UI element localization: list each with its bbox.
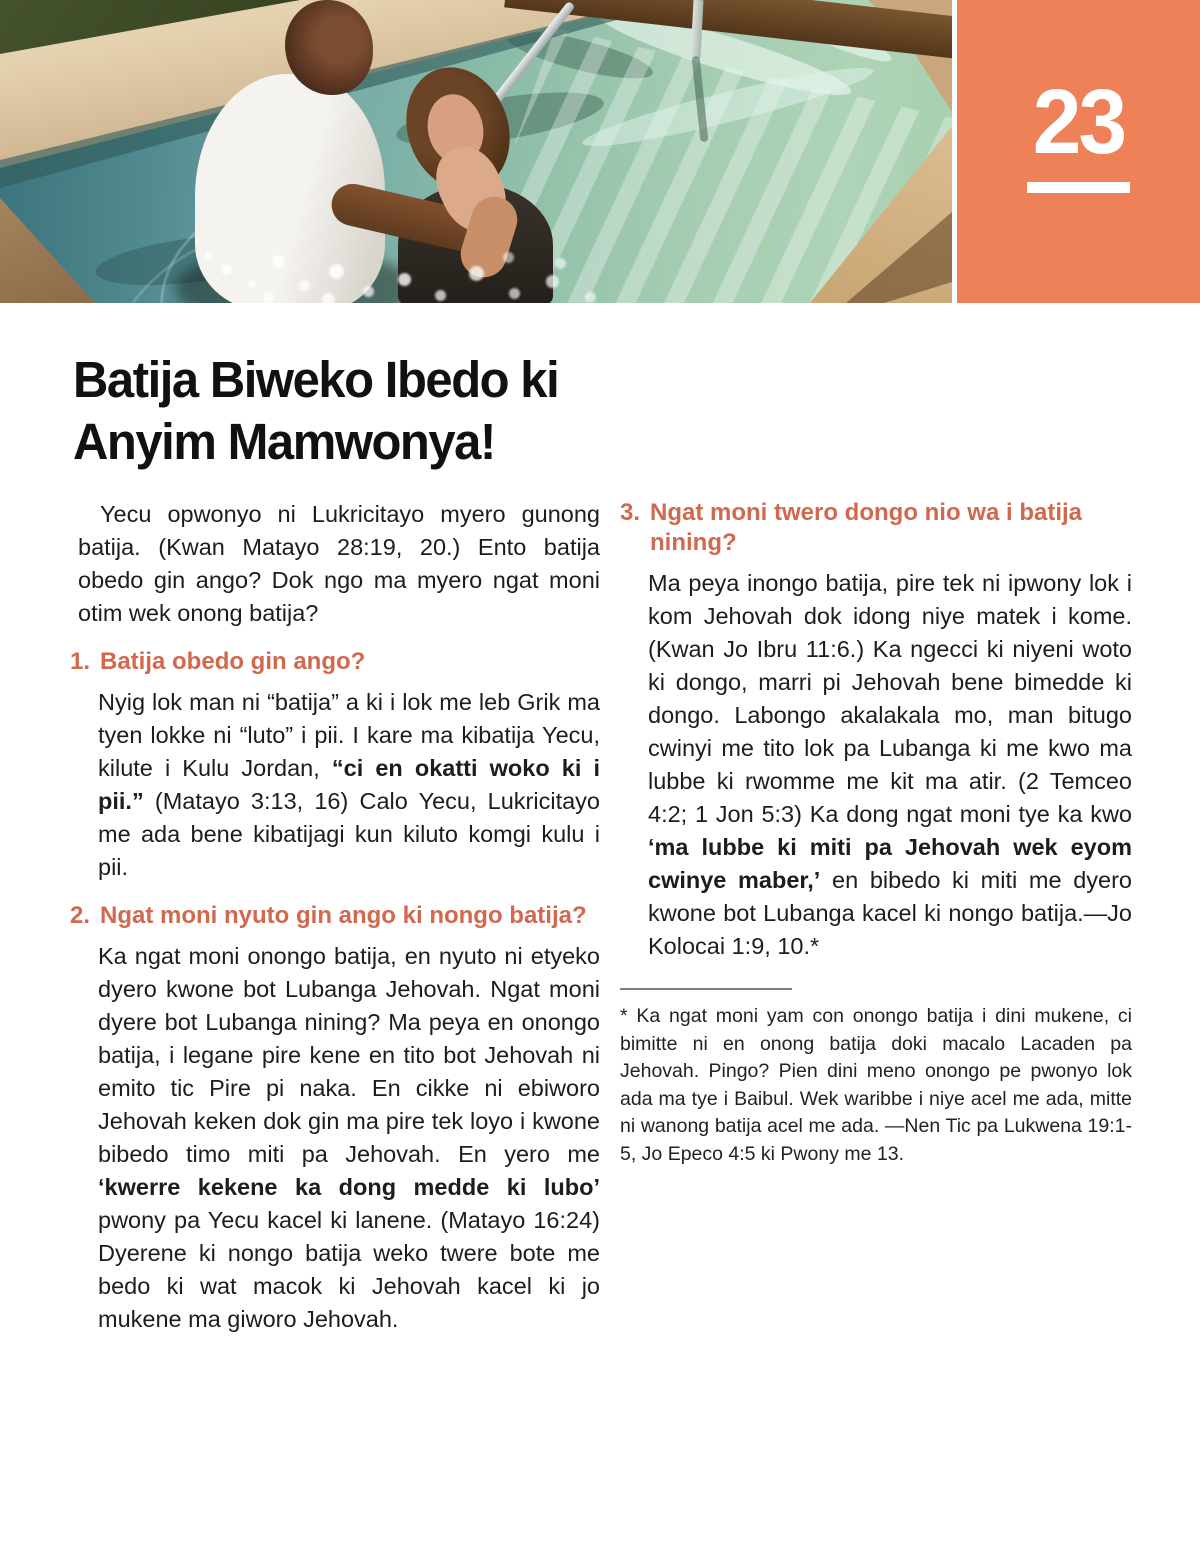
section-3-heading	[620, 498, 1132, 558]
chapter-box	[957, 0, 1200, 303]
right-column	[620, 498, 1132, 1168]
photo-man-head	[285, 0, 373, 95]
intro-paragraph: Yecu opwonyo ni Lukricitayo myero gunong batija. (Kwan Matayo 28:19, 20.) Ento batija obedo gin ango? Dok ngo ma myero ngat moni otim wek onong batija?	[78, 501, 600, 626]
section-1-number: 1.	[70, 648, 91, 675]
left-column	[70, 498, 600, 1336]
section-3-heading-text: Ngat moni twero dongo nio wa i batija nining?	[650, 499, 1082, 556]
section-2-number: 2.	[70, 902, 91, 929]
section-1-heading	[70, 647, 600, 677]
chapter-number: 23	[1032, 71, 1125, 173]
section-2	[70, 901, 600, 1336]
chapter-underline-bar	[1027, 182, 1130, 193]
section-3-number: 3.	[620, 499, 641, 526]
lesson-title-line-2: Anyim Mamwonya!	[73, 413, 495, 470]
section-2-paragraph: Ka ngat moni onongo batija, en nyuto ni etyeko dyero kwone bot Lubanga Jehovah. Ngat moni dyere bot Lubanga nining? Ma peya en onongo batija, i legane pire kene en tito bot Jehovah ni emito tic Pire pi naka. En cikke ni ebiworo Jehovah keken dok gin ma pire tek loyo i kwone bibedo timo miti pa Jehovah. En yero me ‘kwerre kekene ka dong medde ki lubo’ pwony pa Yecu kacel ki lanene. (Matayo 16:24) Dyerene ki nongo batija weko twere bote me bedo ki wat macok ki Jehovah kacel ki jo mukene ma giworo Jehovah.	[98, 943, 600, 1332]
footnote-divider	[620, 988, 792, 990]
lesson-title-line-1: Batija Biweko Ibedo ki	[73, 351, 559, 408]
section-1	[70, 647, 600, 884]
section-3	[620, 498, 1132, 963]
baptism-photo	[0, 0, 952, 303]
lesson-title	[73, 349, 558, 473]
photo-water-foam	[205, 252, 212, 259]
section-2-heading	[70, 901, 600, 931]
section-1-paragraph: Nyig lok man ni “batija” a ki i lok me leb Grik ma tyen lokke ni “luto” i pii. I kare ma kibatija Yecu, kilute i Kulu Jordan, “ci en okatti woko ki i pii.” (Matayo 3:13, 16) Calo Yecu, Lukricitayo me ada bene kibatijagi kun kiluto komgi kulu i pii.	[98, 689, 600, 880]
footnote-text: * Ka ngat moni yam con onongo batija i dini mukene, ci bimitte ni en onong batija doki macalo Lacaden pa Jehovah. Pingo? Pien dini meno onongo pe pwonyo lok ada ma tye i Baibul. Wek waribbe i niye acel me ada, mitte ni wanong batija acel me ada. —Nen Tic pa Lukwena 19:1-5, Jo Epeco 4:5 ki Pwony me 13.	[620, 1005, 1132, 1165]
section-2-heading-text: Ngat moni nyuto gin ango ki nongo batija?	[100, 902, 587, 929]
section-3-paragraph: Ma peya inongo batija, pire tek ni ipwony lok i kom Jehovah dok idong niye matek i kome. (Kwan Jo Ibru 11:6.) Ka ngecci ki niyeni woto ki dongo, marri pi Jehovah bene bimedde ki dongo. Labongo akalakala mo, man bitugo cwinyi me tito lok pa Lubanga ki me kwo ma lubbe ki rwomme me kit ma atir. (2 Temceo 4:2; 1 Jon 5:3) Ka dong ngat moni tye ka kwo ‘ma lubbe ki miti pa Jehovah wek eyom cwinye maber,’ en bibedo ki miti me dyero kwone bot Lubanga kacel ki nongo batija.—Jo Kolocai 1:9, 10.*	[648, 570, 1132, 959]
section-1-heading-text: Batija obedo gin ango?	[100, 648, 366, 675]
